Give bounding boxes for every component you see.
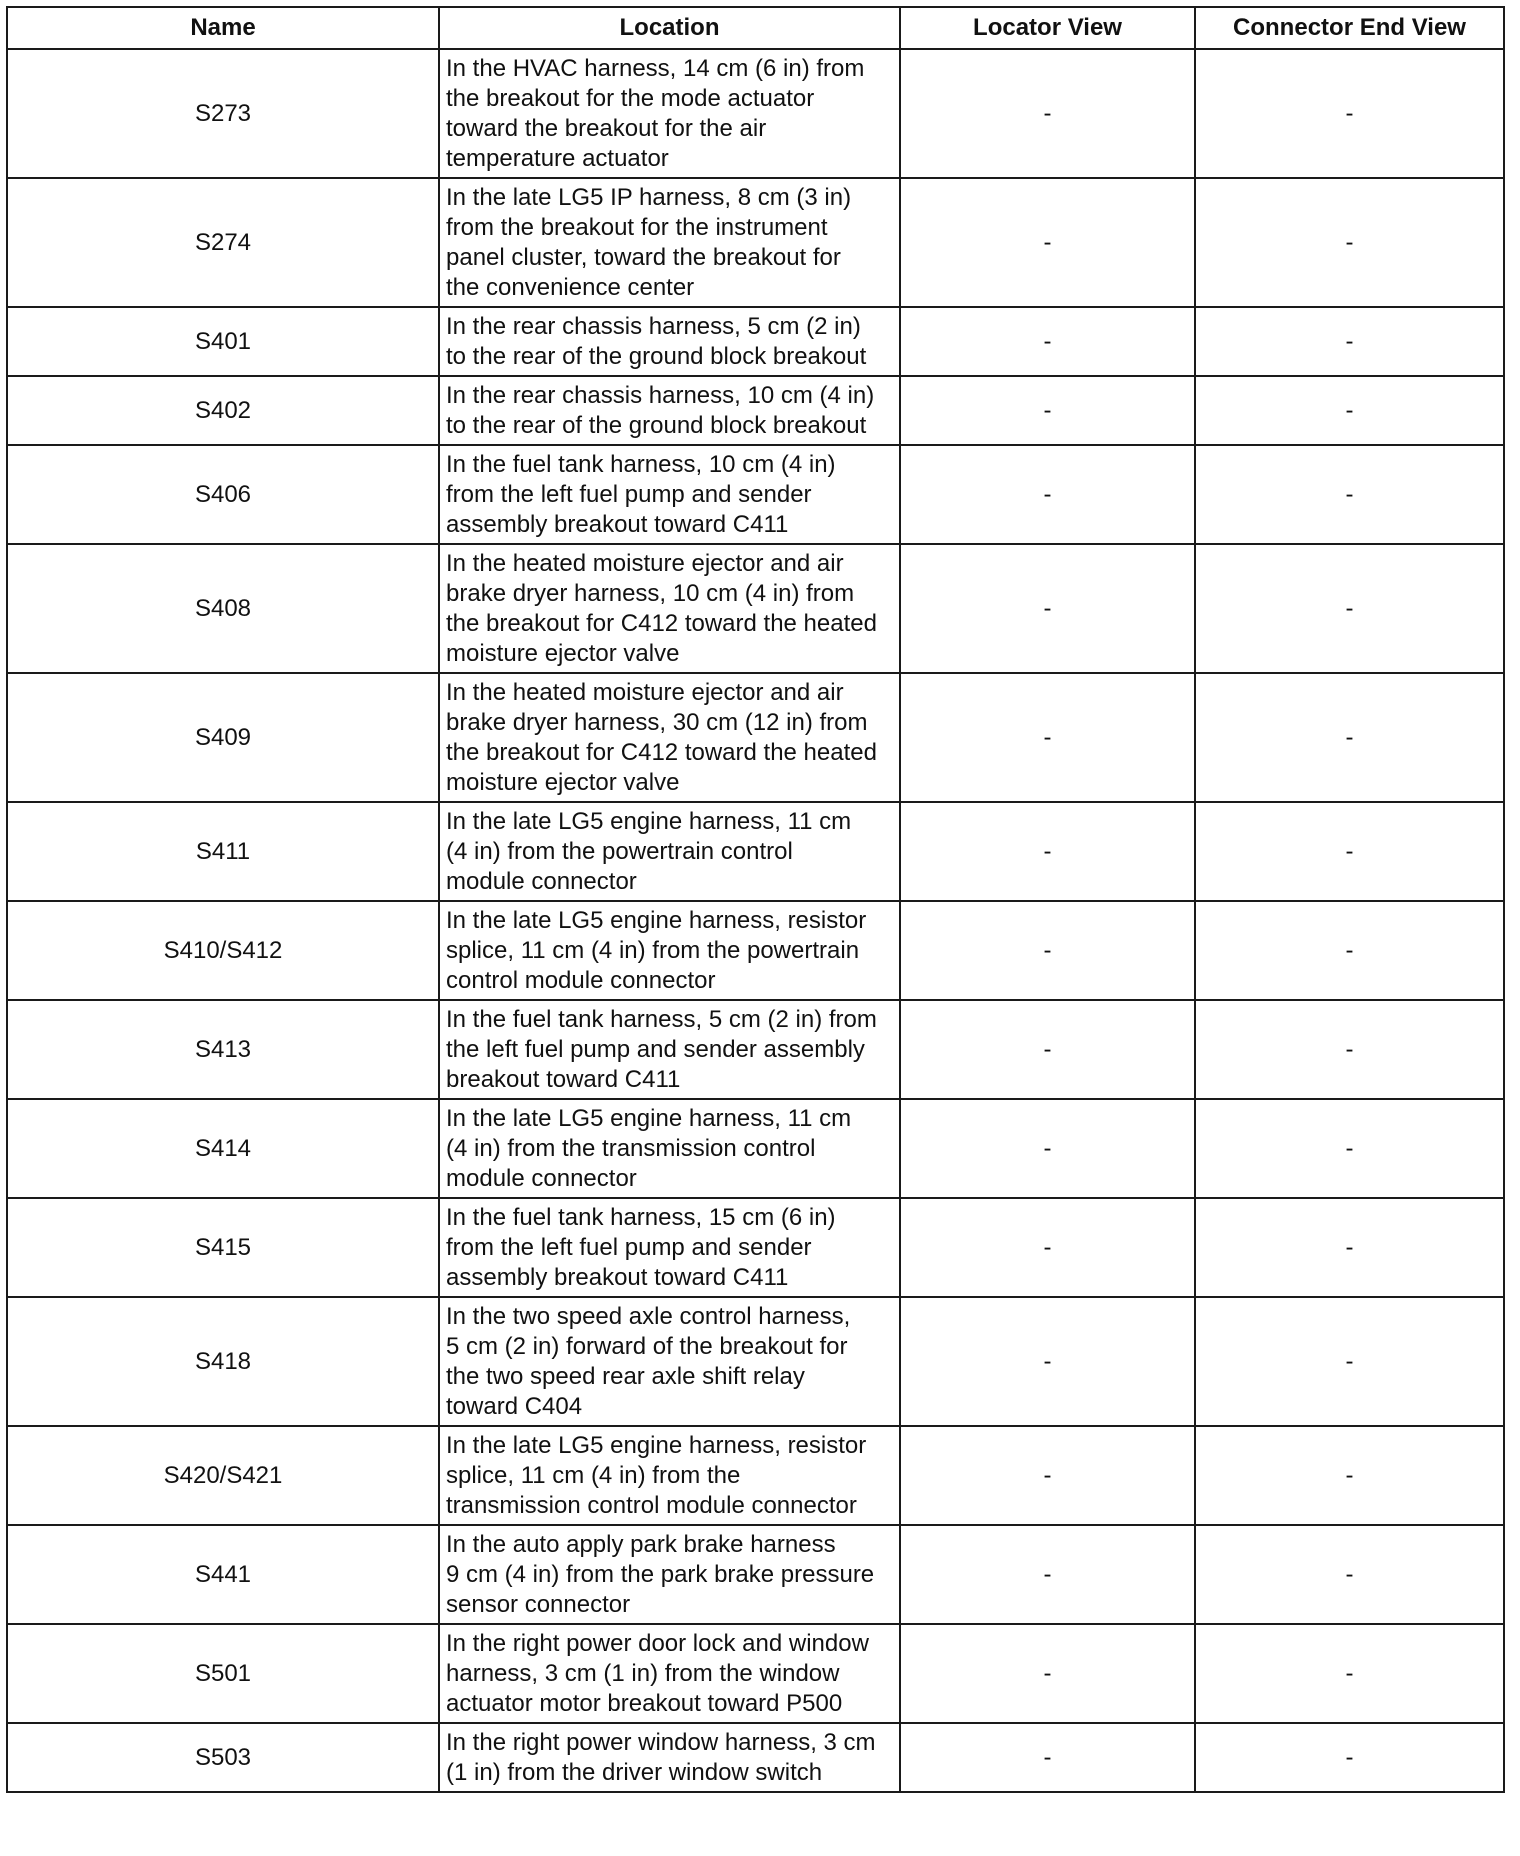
location-cell: In the fuel tank harness, 5 cm (2 in) from the left fuel pump and sender assembly breakout toward C411 (439, 1000, 900, 1099)
splice-location-table (6, 6, 1505, 1793)
splice-name-cell: S410/S412 (7, 901, 439, 1000)
location-cell: In the heated moisture ejector and air brake dryer harness, 30 cm (12 in) from the breakout for C412 toward the heated moisture ejector valve (439, 673, 900, 802)
locator-view-cell: - (900, 901, 1195, 1000)
column-header-locator-view: Locator View (900, 7, 1195, 49)
table-row (7, 544, 1504, 673)
location-cell: In the rear chassis harness, 5 cm (2 in) to the rear of the ground block breakout (439, 307, 900, 376)
table-row (7, 49, 1504, 178)
table-row (7, 1198, 1504, 1297)
connector-end-view-cell: - (1195, 1297, 1504, 1426)
connector-end-view-cell: - (1195, 1198, 1504, 1297)
table-row (7, 1000, 1504, 1099)
location-cell: In the late LG5 engine harness, 11 cm (4 in) from the powertrain control module connector (439, 802, 900, 901)
location-cell: In the late LG5 IP harness, 8 cm (3 in) from the breakout for the instrument panel cluster, toward the breakout for the convenience center (439, 178, 900, 307)
location-cell: In the fuel tank harness, 15 cm (6 in) from the left fuel pump and sender assembly breakout toward C411 (439, 1198, 900, 1297)
connector-end-view-cell: - (1195, 1624, 1504, 1723)
table-row (7, 1525, 1504, 1624)
splice-name-cell: S501 (7, 1624, 439, 1723)
connector-end-view-cell: - (1195, 445, 1504, 544)
locator-view-cell: - (900, 1198, 1195, 1297)
connector-end-view-cell: - (1195, 1099, 1504, 1198)
splice-name-cell: S414 (7, 1099, 439, 1198)
location-cell: In the auto apply park brake harness 9 cm (4 in) from the park brake pressure sensor connector (439, 1525, 900, 1624)
connector-end-view-cell: - (1195, 673, 1504, 802)
table-body (7, 49, 1504, 1792)
splice-name-cell: S402 (7, 376, 439, 445)
splice-name-cell: S408 (7, 544, 439, 673)
locator-view-cell: - (900, 544, 1195, 673)
locator-view-cell: - (900, 1099, 1195, 1198)
locator-view-cell: - (900, 376, 1195, 445)
locator-view-cell: - (900, 1723, 1195, 1792)
table-row (7, 901, 1504, 1000)
location-cell: In the right power door lock and window harness, 3 cm (1 in) from the window actuator motor breakout toward P500 (439, 1624, 900, 1723)
locator-view-cell: - (900, 49, 1195, 178)
location-cell: In the rear chassis harness, 10 cm (4 in) to the rear of the ground block breakout (439, 376, 900, 445)
locator-view-cell: - (900, 1525, 1195, 1624)
location-cell: In the fuel tank harness, 10 cm (4 in) from the left fuel pump and sender assembly breakout toward C411 (439, 445, 900, 544)
location-cell: In the heated moisture ejector and air brake dryer harness, 10 cm (4 in) from the breakout for C412 toward the heated moisture ejector valve (439, 544, 900, 673)
splice-name-cell: S441 (7, 1525, 439, 1624)
connector-end-view-cell: - (1195, 901, 1504, 1000)
locator-view-cell: - (900, 1426, 1195, 1525)
table-row (7, 1624, 1504, 1723)
location-cell: In the right power window harness, 3 cm (1 in) from the driver window switch (439, 1723, 900, 1792)
table-row (7, 1297, 1504, 1426)
table-row (7, 178, 1504, 307)
connector-end-view-cell: - (1195, 1723, 1504, 1792)
splice-name-cell: S401 (7, 307, 439, 376)
table-row (7, 445, 1504, 544)
splice-name-cell: S411 (7, 802, 439, 901)
splice-name-cell: S406 (7, 445, 439, 544)
location-cell: In the two speed axle control harness, 5 cm (2 in) forward of the breakout for the two speed rear axle shift relay toward C404 (439, 1297, 900, 1426)
location-cell: In the late LG5 engine harness, resistor splice, 11 cm (4 in) from the transmission control module connector (439, 1426, 900, 1525)
location-cell: In the late LG5 engine harness, resistor splice, 11 cm (4 in) from the powertrain control module connector (439, 901, 900, 1000)
locator-view-cell: - (900, 1624, 1195, 1723)
table-header-row (7, 7, 1504, 49)
locator-view-cell: - (900, 1000, 1195, 1099)
locator-view-cell: - (900, 307, 1195, 376)
splice-name-cell: S413 (7, 1000, 439, 1099)
location-cell: In the late LG5 engine harness, 11 cm (4 in) from the transmission control module connector (439, 1099, 900, 1198)
connector-end-view-cell: - (1195, 544, 1504, 673)
locator-view-cell: - (900, 802, 1195, 901)
splice-name-cell: S274 (7, 178, 439, 307)
connector-end-view-cell: - (1195, 1000, 1504, 1099)
connector-end-view-cell: - (1195, 178, 1504, 307)
splice-name-cell: S418 (7, 1297, 439, 1426)
splice-name-cell: S409 (7, 673, 439, 802)
table-row (7, 307, 1504, 376)
connector-end-view-cell: - (1195, 802, 1504, 901)
table-row (7, 1426, 1504, 1525)
table-row (7, 1723, 1504, 1792)
locator-view-cell: - (900, 445, 1195, 544)
connector-end-view-cell: - (1195, 376, 1504, 445)
table-row (7, 376, 1504, 445)
locator-view-cell: - (900, 178, 1195, 307)
splice-name-cell: S415 (7, 1198, 439, 1297)
connector-end-view-cell: - (1195, 1426, 1504, 1525)
splice-name-cell: S273 (7, 49, 439, 178)
connector-end-view-cell: - (1195, 307, 1504, 376)
location-cell: In the HVAC harness, 14 cm (6 in) from the breakout for the mode actuator toward the breakout for the air temperature actuator (439, 49, 900, 178)
column-header-connector-end-view: Connector End View (1195, 7, 1504, 49)
connector-end-view-cell: - (1195, 49, 1504, 178)
locator-view-cell: - (900, 1297, 1195, 1426)
column-header-name: Name (7, 7, 439, 49)
table-row (7, 1099, 1504, 1198)
table-row (7, 673, 1504, 802)
splice-name-cell: S503 (7, 1723, 439, 1792)
table-row (7, 802, 1504, 901)
locator-view-cell: - (900, 673, 1195, 802)
column-header-location: Location (439, 7, 900, 49)
splice-name-cell: S420/S421 (7, 1426, 439, 1525)
connector-end-view-cell: - (1195, 1525, 1504, 1624)
